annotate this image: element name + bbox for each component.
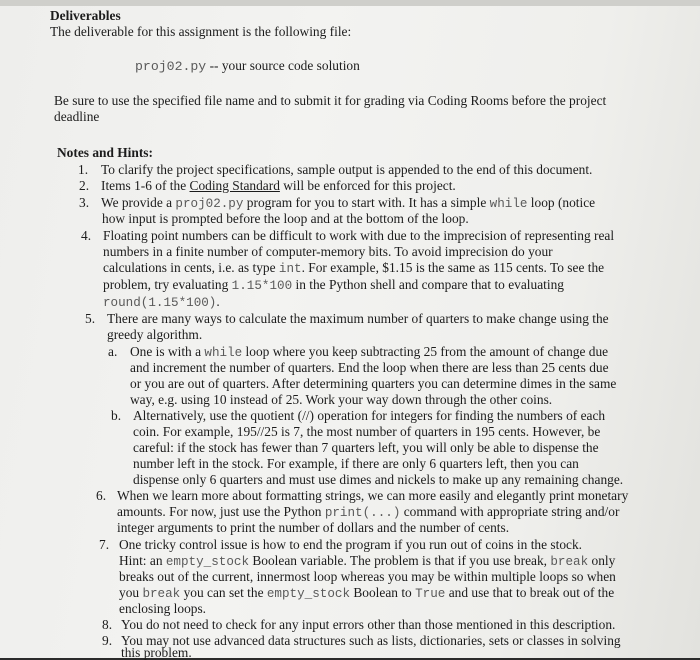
hint-5-line-1: There are many ways to calculate the maximum number of quarters to make change using the (107, 311, 609, 326)
hint-1-text: To clarify the project specifications, sample output is appended to the end of this document. (101, 162, 593, 177)
hint-1-number: 1. (78, 162, 89, 177)
hint-7-line-3: breaks out of the current, innermost loop whereas you may be within multiple loops so when (119, 569, 616, 584)
top-edge (0, 0, 700, 6)
section-heading: Deliverables (50, 8, 121, 23)
hint-5b-line-2: coin. For example, 195//25 is 7, the most number of quarters in 195 cents. However, be (133, 424, 601, 439)
hint-3-number: 3. (79, 195, 90, 210)
hint-4-line-2: numbers in a finite number of computer-memory bits. To avoid imprecision do your (103, 244, 553, 259)
hint-5b-line-5: dispense only 6 quarters and must use dimes and nickels to make up any remaining change. (133, 472, 624, 487)
hint-5a-letter: a. (108, 344, 118, 359)
hint-7-line-5: enclosing loops. (119, 601, 207, 616)
hint-6-line-2: amounts. For now, just use the Python print(...) command with appropriate string and/or (117, 504, 620, 520)
hint-5a-line-2: and increment the number of quarters. End the loop when there are less than 25 cents due (130, 360, 609, 375)
submit-line-2: deadline (54, 109, 100, 124)
hint-3-line-2: how input is prompted before the loop and at the bottom of the loop. (102, 211, 469, 226)
hint-4-line-4: problem, try evaluating 1.15*100 in the Python shell and compare that to evaluating (103, 277, 564, 293)
filename-code: proj02.py (135, 59, 207, 74)
hint-6-number: 6. (96, 488, 107, 503)
hint-9-line-2: this problem. (121, 645, 192, 660)
hint-6-line-3: integer arguments to print the number of dollars and the number of cents. (117, 520, 510, 535)
hint-8-number: 8. (102, 617, 113, 632)
hint-9-line-1: You may not use advanced data structures such as lists, dictionaries, sets or classes in solving (121, 633, 621, 648)
hint-9-number: 9. (102, 633, 113, 648)
hint-7-line-2: Hint: an empty_stock Boolean variable. The problem is that if you use break, break only (119, 553, 616, 569)
hint-2-number: 2. (79, 178, 90, 193)
intro-text: The deliverable for this assignment is the following file: (50, 24, 352, 39)
hint-8-text: You do not need to check for any input errors other than those mentioned in this description. (121, 617, 616, 632)
coding-standard-link[interactable]: Coding Standard (189, 178, 280, 193)
hint-7-line-1: One tricky control issue is how to end the program if you run out of coins in the stock. (119, 537, 583, 552)
notes-title: Notes and Hints: (57, 145, 153, 160)
hint-5a-line-4: way, e.g. using 10 instead of 25. Work your way down through the other coins. (130, 392, 553, 407)
hint-5b-line-4: number left in the stock. For example, if there are only 6 quarters left, then you can (133, 456, 579, 471)
hint-5-number: 5. (85, 311, 96, 326)
hint-7-number: 7. (99, 537, 110, 552)
hint-4-line-3: calculations in cents, i.e. as type int. For example, $1.15 is the same as 115 cents. To see the (103, 260, 605, 276)
hint-4-number: 4. (81, 228, 92, 243)
hint-4-line-1: Floating point numbers can be difficult to work with due to the imprecision of representing real (103, 228, 615, 243)
hint-5b-line-1: Alternatively, use the quotient (//) operation for integers for finding the numbers of each (133, 408, 606, 423)
hint-3-line-1: We provide a proj02.py program for you to start with. It has a simple while loop (notice (101, 195, 596, 211)
hint-5b-line-3: careful: if the stock has fewer than 7 quarters left, you will only be able to dispense the (133, 440, 599, 455)
hint-5b-letter: b. (111, 408, 122, 423)
hint-2-text: Items 1-6 of the Coding Standard will be enforced for this project. (101, 178, 456, 193)
filename-desc: -- your source code solution (206, 58, 360, 73)
hint-4-line-5: round(1.15*100). (103, 294, 220, 310)
hint-5-line-2: greedy algorithm. (107, 327, 203, 342)
hint-5a-line-1: One is with a while loop where you keep subtracting 25 from the amount of change due (130, 344, 609, 360)
deliverable-file (135, 58, 360, 74)
hint-7-line-4: you break you can set the empty_stock Boolean to True and use that to break out of the (119, 585, 615, 601)
hint-5a-line-3: or you are out of quarters. After determining quarters you can determine dimes in the same (130, 376, 617, 391)
submit-line-1: Be sure to use the specified file name and to submit it for grading via Coding Rooms before the project (54, 93, 607, 108)
hint-6-line-1: When we learn more about formatting strings, we can more easily and elegantly print monetary (117, 488, 629, 503)
